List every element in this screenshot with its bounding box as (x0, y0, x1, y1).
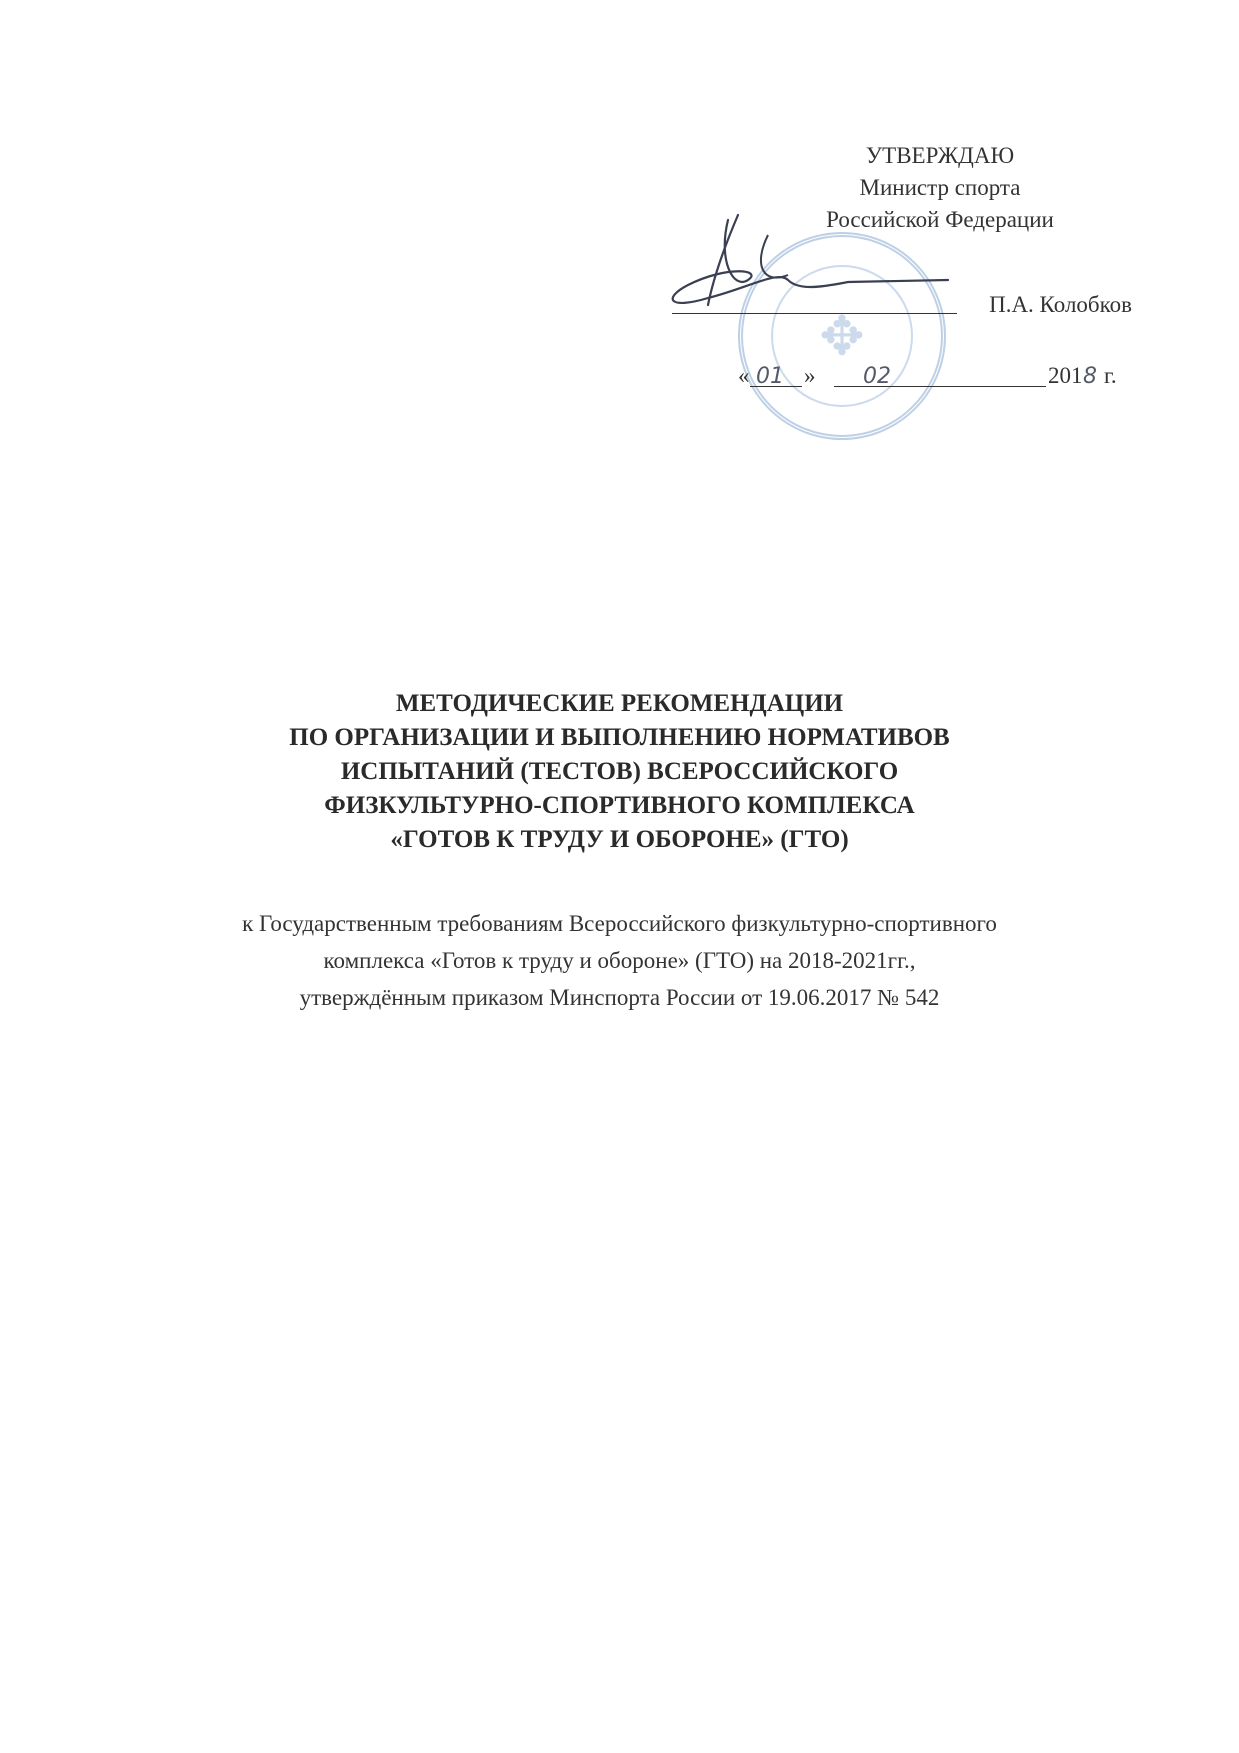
date-year-suffix: г. (1104, 363, 1117, 388)
signature-row (672, 282, 1132, 318)
signatory-name: П.А. Колобков (989, 292, 1132, 317)
title-line: ФИЗКУЛЬТУРНО-СПОРТИВНОГО КОМПЛЕКСА (324, 792, 915, 819)
approval-date-row (738, 357, 1138, 393)
title-line: «ГОТОВ К ТРУДУ И ОБОРОНЕ» (ГТО) (390, 826, 849, 853)
date-day: 01 (756, 364, 784, 389)
title-line: ИСПЫТАНИЙ (ТЕСТОВ) ВСЕРОССИЙСКОГО (340, 758, 899, 785)
date-close-quote: » (804, 363, 816, 388)
document-title (0, 687, 1239, 857)
document-subtitle (0, 905, 1239, 1016)
subtitle-line: утверждённым приказом Минспорта России от 19.06.2017 № 542 (299, 985, 940, 1010)
signature-line (672, 313, 957, 314)
date-month: 02 (863, 364, 891, 389)
approval-heading: УТВЕРЖДАЮ (865, 143, 1015, 168)
title-line: МЕТОДИЧЕСКИЕ РЕКОМЕНДАЦИИ (395, 690, 844, 717)
stamp-emblem-icon: ✥ (819, 304, 865, 368)
date-year-handwritten: 8 (1083, 364, 1097, 389)
approval-position-line1: Министр спорта (859, 175, 1021, 200)
subtitle-line: к Государственным требованиям Всероссийского физкультурно-спортивного (242, 911, 997, 936)
approval-position-line2: Российской Федерации (826, 207, 1054, 232)
date-open-quote: « (738, 363, 750, 388)
subtitle-line: комплекса «Готов к труду и обороне» (ГТО) на 2018-2021гг., (323, 948, 916, 973)
title-line: ПО ОРГАНИЗАЦИИ И ВЫПОЛНЕНИЮ НОРМАТИВОВ (289, 724, 950, 751)
date-year-prefix: 201 (1048, 363, 1083, 388)
